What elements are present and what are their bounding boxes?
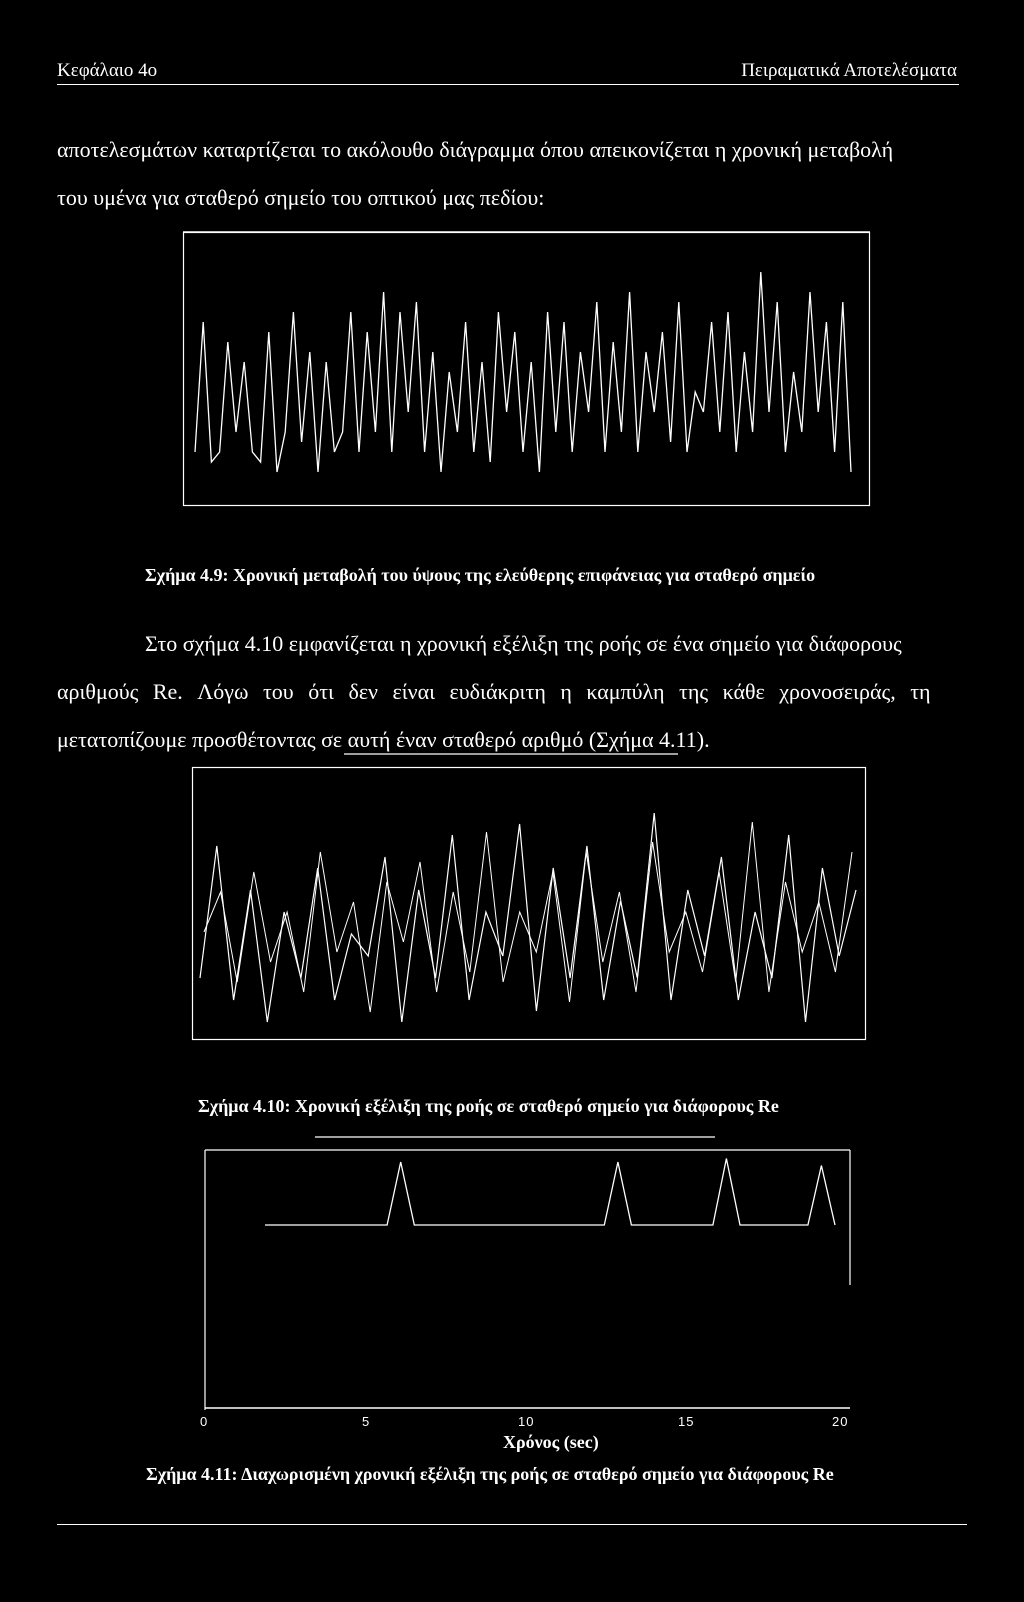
- x-tick-20: 20: [832, 1414, 849, 1429]
- paragraph-2-line-2: αριθμούς Re. Λόγω του ότι δεν είναι ευδιάκριτη η καμπύλη της κάθε χρονοσειράς, τη: [57, 679, 931, 704]
- figure-4-11-chart: [205, 1135, 855, 1413]
- figure-4-11-series: [265, 1159, 835, 1226]
- figure-4-10-series: [200, 813, 856, 1022]
- figure-4-11-caption: Σχήμα 4.11: Διαχωρισμένη χρονική εξέλιξη της ροής σε σταθερό σημείο για διάφορους Re: [146, 1464, 834, 1484]
- paragraph-2: [57, 620, 959, 764]
- chapter-label: Κεφάλαιο 4ο: [57, 60, 158, 81]
- figure-4-9-line: [195, 272, 851, 472]
- figure-4-9-chart: [183, 232, 870, 507]
- figure-4-10-chart: [188, 752, 870, 1042]
- x-tick-0: 0: [200, 1414, 209, 1429]
- x-tick-10: 10: [518, 1414, 535, 1429]
- x-tick-15: 15: [678, 1414, 695, 1429]
- footer-rule: [57, 1524, 967, 1525]
- header-rule: [57, 84, 959, 85]
- figure-4-11-line: [265, 1159, 835, 1226]
- figure-4-10-line-a: [200, 813, 856, 1022]
- paragraph-1: [57, 126, 959, 222]
- figure-4-10-caption: Σχήμα 4.10: Χρονική εξέλιξη της ροής σε σταθερό σημείο για διάφορους Re: [198, 1096, 779, 1116]
- figure-4-9-caption: Σχήμα 4.9: Χρονική μεταβολή του ύψους της ελεύθερης επιφάνειας για σταθερό σημείο: [145, 565, 816, 585]
- paragraph-2-line-3: μετατοπίζουμε προσθέτοντας σε αυτή έναν σταθερό αριθμό (Σχήμα 4.11).: [57, 727, 710, 752]
- figure-4-10-frame: [193, 768, 866, 1040]
- paragraph-2-line-1: Στο σχήμα 4.10 εμφανίζεται η χρονική εξέλιξη της ροής σε ένα σημείο για διάφορους: [145, 631, 902, 656]
- x-tick-5: 5: [362, 1414, 371, 1429]
- x-axis-label: Χρόνος (sec): [503, 1432, 599, 1452]
- paragraph-1-line-2: του υμένα για σταθερό σημείο του οπτικού μας πεδίου:: [57, 185, 545, 210]
- figure-4-9-series: [195, 272, 851, 472]
- section-label: Πειραματικά Αποτελέσματα: [741, 60, 957, 81]
- paragraph-1-line-1: αποτελεσμάτων καταρτίζεται το ακόλουθο διάγραμμα όπου απεικονίζεται η χρονική μεταβολή: [57, 137, 894, 162]
